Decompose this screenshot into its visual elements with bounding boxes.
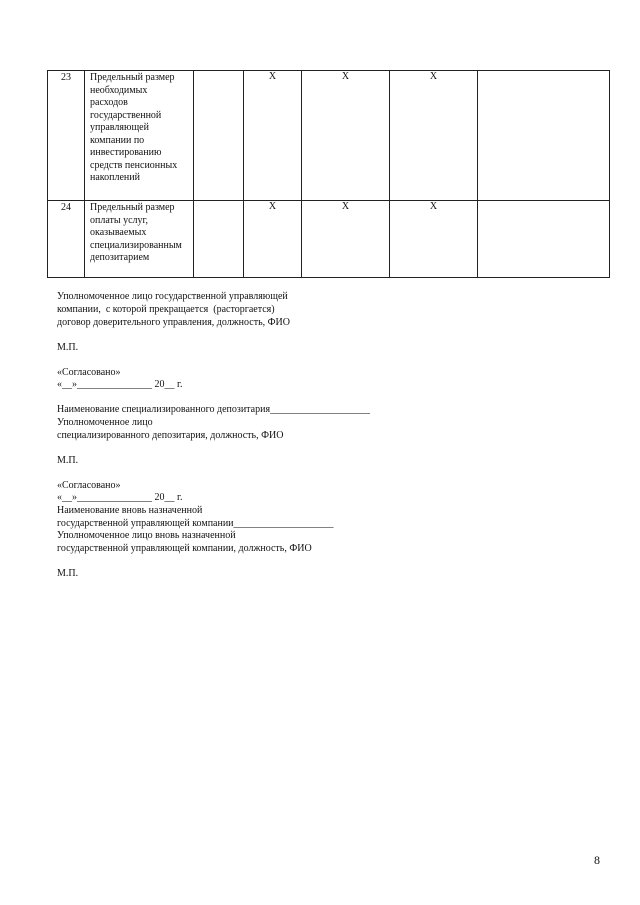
company-name-line: Наименование вновь назначенной	[57, 505, 203, 516]
table-row	[48, 71, 610, 201]
authorized-person-line: Уполномоченное лицо	[57, 417, 153, 428]
x-mark-cell: X	[302, 201, 390, 278]
row-label: Предельный размер необходимых расходов государственной управляющей компании по инвестированию средств пенсионных накоплений	[85, 71, 194, 201]
depository-name-line: Наименование специализированного депозитария____________________	[57, 404, 371, 415]
row-number: 24	[48, 201, 85, 278]
stamp-placeholder: М.П.	[57, 568, 79, 579]
authorized-person-line: специализированного депозитария, должность, ФИО	[57, 430, 284, 441]
company-name-line: государственной управляющей компании____________________	[57, 518, 334, 529]
empty-cell	[194, 71, 244, 201]
stamp-placeholder: М.П.	[57, 342, 79, 353]
authorized-person-line: Уполномоченное лицо государственной управляющей	[57, 291, 288, 302]
x-mark-cell: X	[390, 201, 478, 278]
x-mark-cell: X	[244, 201, 302, 278]
table-row	[48, 201, 610, 278]
empty-cell	[478, 201, 610, 278]
page-number: 8	[594, 853, 600, 867]
agreed-label: «Согласовано»	[57, 367, 121, 378]
row-label: Предельный размер оплаты услуг, оказываемых специализированным депозитарием	[85, 201, 194, 278]
x-mark-cell: X	[390, 71, 478, 201]
limits-table	[47, 70, 610, 278]
x-mark-cell: X	[244, 71, 302, 201]
date-line: «__»_______________ 20__ г.	[57, 492, 183, 503]
empty-cell	[194, 201, 244, 278]
stamp-placeholder: М.П.	[57, 455, 79, 466]
authorized-person-line: компании, с которой прекращается (расторгается)	[57, 304, 275, 315]
authorized-person-line: Уполномоченное лицо вновь назначенной	[57, 530, 236, 541]
row-number: 23	[48, 71, 85, 201]
authorized-person-line: договор доверительного управления, должность, ФИО	[57, 317, 290, 328]
empty-cell	[478, 71, 610, 201]
authorized-person-line: государственной управляющей компании, должность, ФИО	[57, 543, 312, 554]
date-line: «__»_______________ 20__ г.	[57, 379, 183, 390]
agreed-label: «Согласовано»	[57, 480, 121, 491]
x-mark-cell: X	[302, 71, 390, 201]
